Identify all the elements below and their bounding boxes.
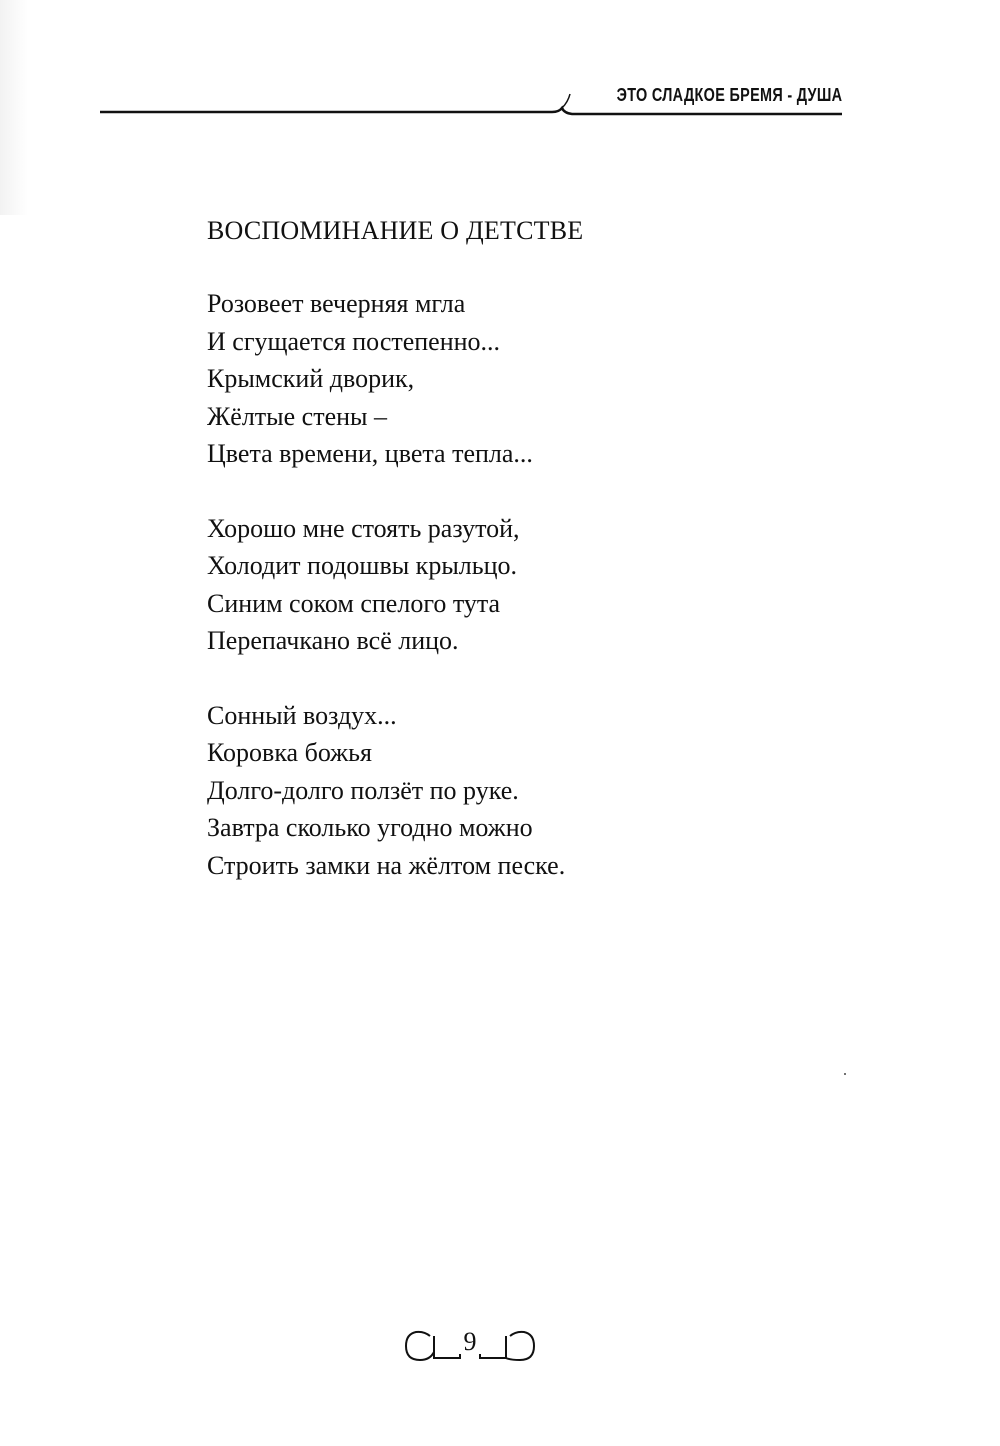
poem-line: Коровка божья [207,738,372,767]
poem [207,212,847,921]
stanza-3 [207,697,847,885]
poem-line: Строить замки на жёлтом песке. [207,850,566,880]
poem-line: Синим соком спелого тута [207,588,501,618]
stanza-2 [207,510,847,660]
poem-line: И сгущается постепенно... [207,326,501,356]
poem-line: Жёлтые стены – [207,401,388,431]
poem-title: ВОСПОМИНАНИЕ О ДЕТСТВЕ [207,216,584,245]
poem-line: Завтра сколько угодно можно [207,813,533,842]
poem-line: Розовеет вечерняя мгла [207,289,466,318]
poem-line: Крымский дворик, [207,364,415,393]
scan-speck [844,1073,846,1075]
poem-line: Холодит подошвы крыльцо. [207,551,518,580]
stanza-1 [207,285,847,473]
page-edge-shadow [0,0,28,215]
poem-line: Перепачкано всё лицо. [207,626,459,655]
poem-line: Хорошо мне стоять разутой, [207,513,520,543]
poem-line: Цвета времени, цвета тепла... [207,439,533,468]
poem-line: Сонный воздух... [207,700,397,730]
running-header-title: ЭТО СЛАДКОЕ БРЕМЯ - ДУША [616,84,842,105]
page-number: 9 [463,1327,477,1356]
running-header [100,80,842,120]
page-number-ornament [400,1322,540,1372]
poem-line: Долго-долго ползёт по руке. [207,775,519,805]
